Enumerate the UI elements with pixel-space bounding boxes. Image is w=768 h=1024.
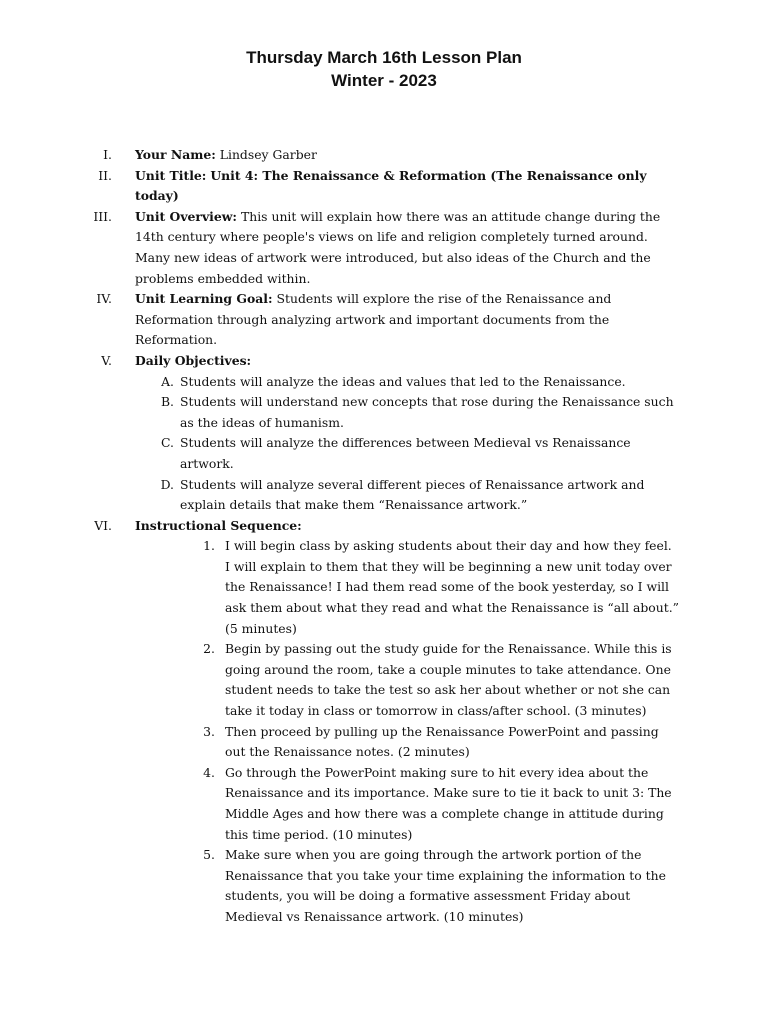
lesson-plan-body — [0, 145, 768, 928]
section-number: I. — [103, 147, 112, 162]
section-label: Unit Overview: — [135, 208, 237, 224]
step-number: 4. — [203, 764, 215, 780]
step-number: 2. — [203, 641, 215, 657]
step-number: 3. — [203, 723, 215, 739]
sequence-step — [0, 845, 768, 927]
section-label: Unit Learning Goal: — [135, 291, 273, 307]
section-learning-goal — [0, 289, 768, 351]
section-text: This unit will explain how there was an attitude change during the 14th century where people's views on life and religion completely turned around. Many new ideas of artwork were introduced, but also ideas of the Church and the problems embedded within. — [135, 208, 661, 286]
step-text: Go through the PowerPoint making sure to hit every idea about the Renaissance and its importance. Make sure to tie it back to unit 3: The Middle Ages and how there was a complete change in attitude during this time period. (10 minutes) — [225, 764, 672, 842]
section-label: Daily Objectives: — [135, 352, 252, 368]
sequence-step — [0, 763, 768, 845]
objective-text: Students will analyze the differences between Medieval vs Renaissance artwork. — [180, 435, 631, 471]
sequence-step — [0, 536, 768, 639]
section-instructional-sequence — [0, 516, 768, 537]
objective-letter: D. — [160, 476, 174, 492]
objective-item — [0, 433, 768, 474]
objective-item — [0, 372, 768, 393]
objective-letter: C. — [161, 435, 174, 451]
sequence-step — [0, 639, 768, 721]
section-number: III. — [93, 208, 112, 224]
section-label: Instructional Sequence: — [135, 517, 302, 533]
section-label: Unit Title: — [135, 167, 207, 183]
section-unit-overview — [0, 207, 768, 289]
section-number: VI. — [94, 517, 112, 533]
section-text: Students will explore the rise of the Renaissance and Reformation through analyzing artwork and important documents from the Reformation. — [135, 291, 612, 348]
section-number: V. — [101, 352, 112, 368]
step-text: Make sure when you are going through the artwork portion of the Renaissance that you take your time explaining the information to the students, you will be doing a formative assessment Friday about Medieval vs Renaissance artwork. (10 minutes) — [225, 847, 666, 924]
objective-letter: B. — [160, 394, 174, 410]
objective-text: Students will understand new concepts that rose during the Renaissance such as the ideas of humanism. — [180, 394, 674, 430]
step-text: Begin by passing out the study guide for the Renaissance. While this is going around the room, take a couple minutes to take attendance. One student needs to take the test so ask her about whether or not she can take it today in class or tomorrow in class/after school. (3 minutes) — [225, 641, 672, 719]
section-label: Your Name: — [135, 147, 216, 162]
section-name — [0, 145, 768, 166]
sequence-step — [0, 722, 768, 763]
document-title: Thursday March 16th Lesson Plan — [246, 48, 522, 67]
objective-text: Students will analyze several different pieces of Renaissance artwork and explain details that make them “Renaissance artwork.” — [180, 476, 645, 513]
section-unit-title — [0, 166, 768, 207]
step-number: 5. — [203, 847, 215, 863]
objective-letter: A. — [161, 373, 174, 389]
section-text: Unit 4: The Renaissance & Reformation (The Renaissance only today) — [135, 167, 647, 204]
objective-text: Students will analyze the ideas and values that led to the Renaissance. — [180, 373, 626, 389]
section-number: IV. — [96, 291, 112, 307]
section-text: Lindsey Garber — [219, 147, 317, 162]
section-number: II. — [98, 167, 112, 183]
section-daily-objectives — [0, 351, 768, 372]
step-number: 1. — [203, 538, 215, 554]
step-text: I will begin class by asking students about their day and how they feel. I will explain to them that they will be beginning a new unit today over the Renaissance! I had them read some of the book yesterday, so I will ask them about what they read and what the Renaissance is “all about.” (5 minutes) — [225, 538, 679, 636]
objective-item — [0, 392, 768, 433]
step-text: Then proceed by pulling up the Renaissance PowerPoint and passing out the Renaissance notes. (2 minutes) — [225, 723, 659, 760]
document-subtitle: Winter - 2023 — [331, 71, 437, 90]
objective-item — [0, 475, 768, 516]
